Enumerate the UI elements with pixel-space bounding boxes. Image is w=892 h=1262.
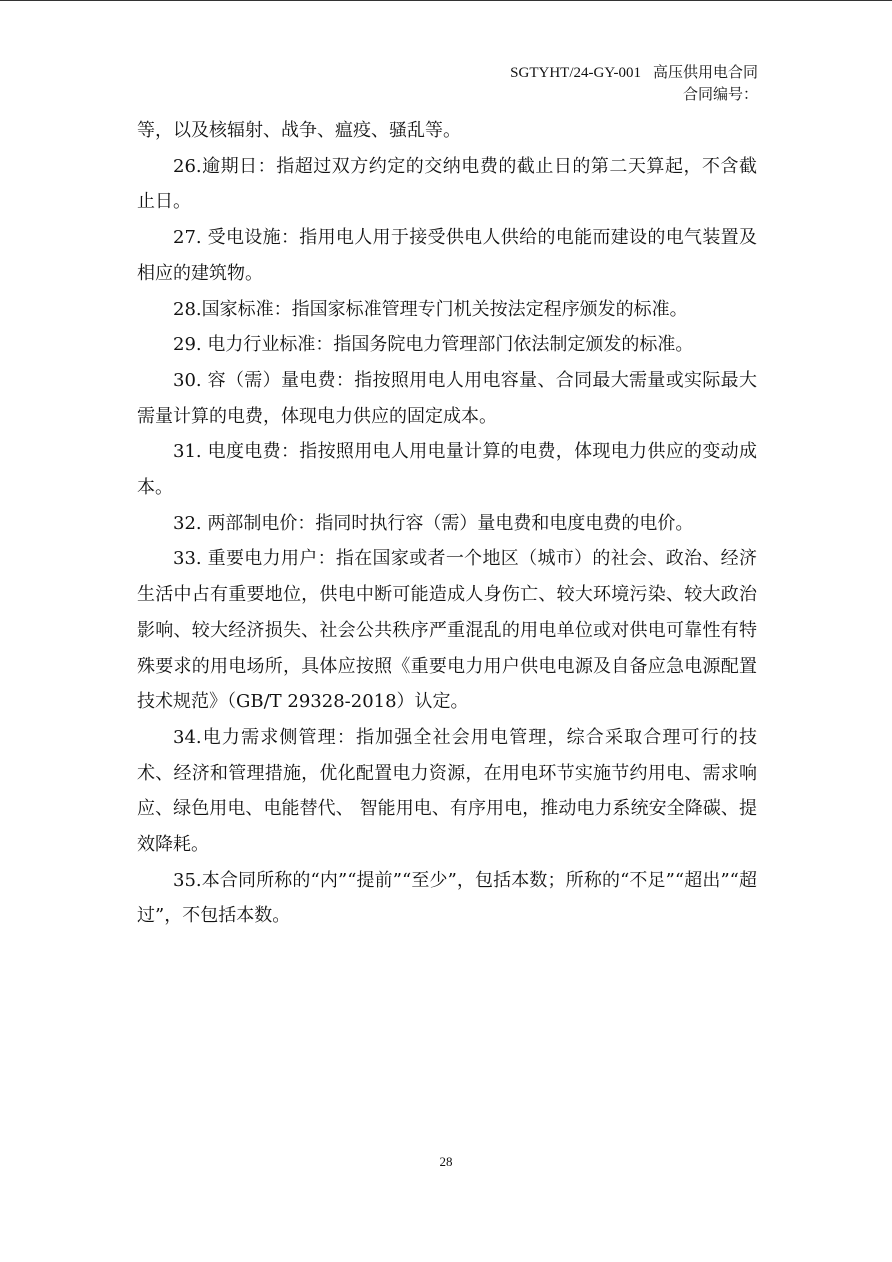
paragraph-definition-27: 27. 受电设施：指用电人用于接受供电人供给的电能而建设的电气装置及相应的建筑物。 bbox=[137, 227, 757, 284]
paragraph-definition-33: 33. 重要电力用户：指在国家或者一个地区（城市）的社会、政治、经济生活中占有重要地位，供电中断可能造成人身伤亡、较大环境污染、较大政治影响、较大经济损失、社会公共秩序严重混乱的用电单位或对供电可靠性有特殊要求的用电场所，具体应按照《重要电力用户供电电源及自备应急电源配置技术规范》（GB/T 29328-2018）认定。 bbox=[137, 548, 757, 713]
paragraph-definition-34: 34.电力需求侧管理：指加强全社会用电管理，综合采取合理可行的技术、经济和管理措施，优化配置电力资源，在用电环节实施节约用电、需求响应、绿色用电、电能替代、 智能用电、有序用电，推动电力系统安全降碳、提效降耗。 bbox=[137, 726, 757, 856]
document-body bbox=[137, 113, 757, 934]
paragraph-definition-26: 26.逾期日：指超过双方约定的交纳电费的截止日的第二天算起，不含截止日。 bbox=[137, 155, 757, 213]
paragraph-definition-30: 30. 容（需）量电费：指按照用电人用电容量、合同最大需量或实际最大需量计算的电费，体现电力供应的固定成本。 bbox=[137, 369, 757, 427]
page-top-border bbox=[0, 0, 892, 1]
paragraph-definition-32: 32. 两部制电价：指同时执行容（需）量电费和电度电费的电价。 bbox=[173, 512, 694, 534]
paragraph-definition-31: 31. 电度电费：指按照用电人用电量计算的电费，体现电力供应的变动成本。 bbox=[137, 441, 757, 499]
contract-code: SGTYHT/24-GY-001 bbox=[510, 65, 641, 81]
document-title: 高压供用电合同 bbox=[652, 65, 758, 81]
paragraph-continuation: 等，以及核辐射、战争、瘟疫、骚乱等。 bbox=[137, 120, 461, 141]
paragraph-definition-29: 29. 电力行业标准：指国务院电力管理部门依法制定颁发的标准。 bbox=[173, 334, 694, 356]
paragraph-definition-28: 28.国家标准：指国家标准管理专门机关按法定程序颁发的标准。 bbox=[173, 298, 688, 320]
contract-number-label: 合同编号： bbox=[682, 87, 758, 103]
document-header bbox=[510, 62, 758, 106]
page-number: 28 bbox=[439, 1154, 453, 1169]
paragraph-definition-35: 35.本合同所称的“内”“提前”“至少”，包括本数；所称的“不足”“超出”“超过”，不包括本数。 bbox=[137, 869, 757, 927]
header-title-line bbox=[510, 62, 758, 84]
